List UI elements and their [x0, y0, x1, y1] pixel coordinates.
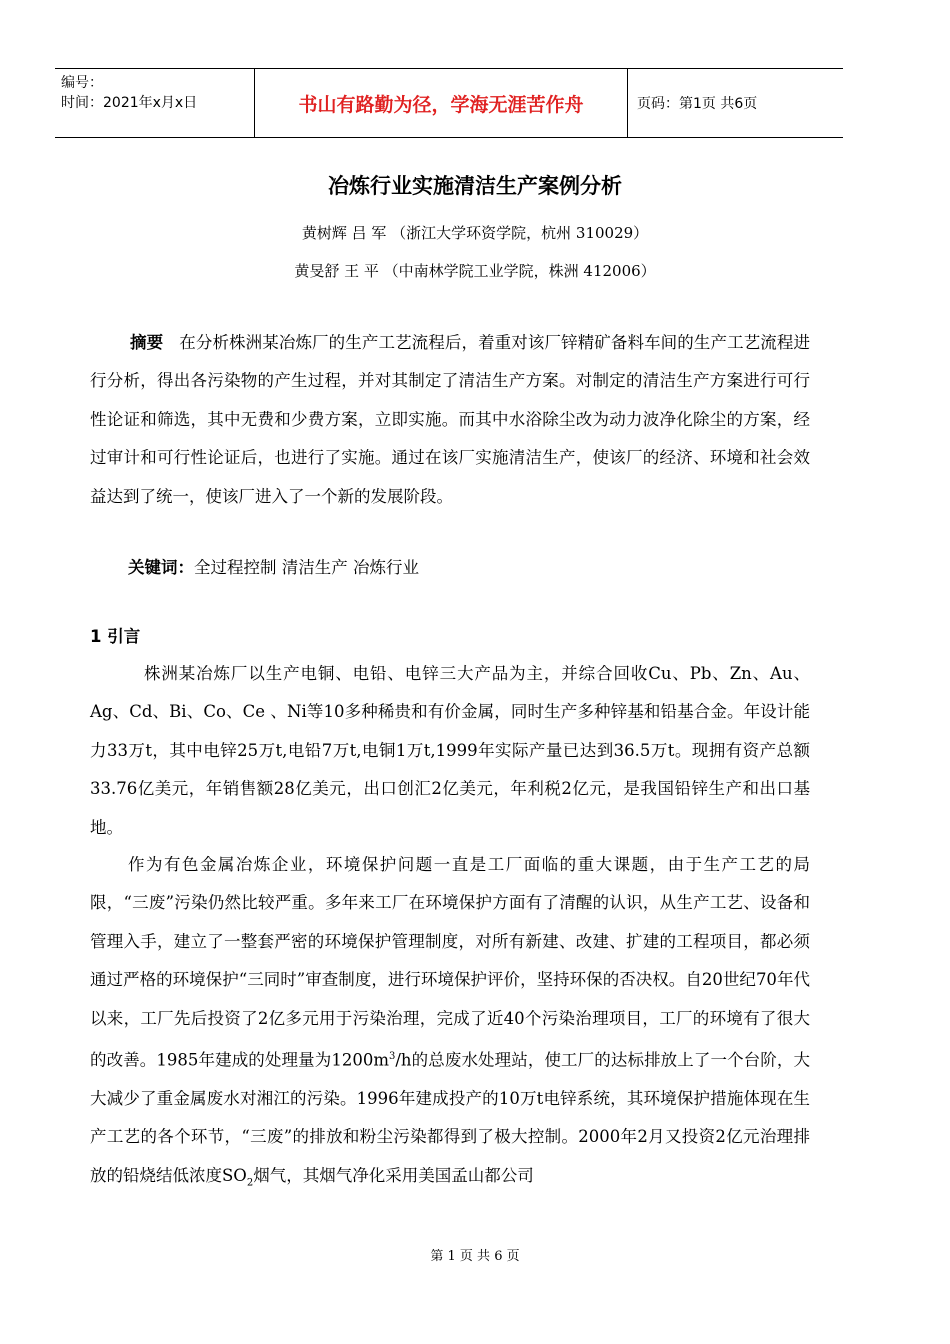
- abstract-label: 摘要: [130, 333, 164, 352]
- subscript: 2: [246, 1177, 254, 1189]
- section-heading: 1 引言: [90, 627, 141, 646]
- header-page-label: 页码：第1页 共6页: [637, 96, 758, 112]
- body-paragraph: [90, 846, 810, 1202]
- abstract: [90, 324, 810, 516]
- keywords: [128, 549, 419, 587]
- paragraph-text: 烟气，其烟气净化采用美国孟山都公司: [253, 1165, 534, 1185]
- author-line: 黄树辉 吕 军 （浙江大学环资学院，杭州 310029）: [301, 224, 649, 242]
- header-motto: 书山有路勤为径，学海无涯苦作舟: [298, 93, 584, 116]
- header-divider: [627, 69, 628, 137]
- body-paragraph: 株洲某冶炼厂以生产电铜、电铅、电锌三大产品为主，并综合回收Cu、Pb、Zn、Au、Ag、Cd、Bi、Co、Ce 、Ni等10多种稀贵和有价金属，同时生产多种锌基和铅基合金。年设计能力33万t，其中电锌25万t,电铅7万t,电铜1万t,1999年实际产量已达到36.5万t。现拥有资产总额33.76亿美元，年销售额28亿美元，出口创汇2亿美元，年利税2亿元，是我国铅锌生产和出口基地。: [90, 664, 810, 837]
- header-info: [61, 73, 256, 113]
- page-footer: 第 1 页 共 6 页: [430, 1249, 520, 1264]
- superscript: 3: [388, 1051, 396, 1063]
- keywords-text: 全过程控制 清洁生产 冶炼行业: [194, 558, 419, 577]
- time-label: 时间：2021年x月x日: [61, 95, 198, 111]
- paragraph-text: 作为有色金属冶炼企业，环境保护问题一直是工厂面临的重大课题，由于生产工艺的局限，“三废”污染仍然比较严重。多年来工厂在环境保护方面有了清醒的认识，从生产工艺、设备和管理入手，建立了一整套严密的环境保护管理制度，对所有新建、改建、扩建的工程项目，都必须通过严格的环境保护“三同时”审查制度，进行环境保护评价，坚持环保的否决权。自20世纪70年代以来，工厂先后投资了2亿多元用于污染治理，完成了近40个污染治理项目，工厂的环境有了很大的改善。1985年建成的处理量为1200m: [90, 855, 810, 1070]
- author-line: 黄旻舒 王 平 （中南林学院工业学院，株洲 412006）: [294, 262, 656, 280]
- document-title: 冶炼行业实施清洁生产案例分析: [328, 174, 622, 198]
- abstract-text: 在分析株洲某冶炼厂的生产工艺流程后，着重对该厂锌精矿备料车间的生产工艺流程进行分析，得出各污染物的产生过程，并对其制定了清洁生产方案。对制定的清洁生产方案进行可行性论证和筛选，其中无费和少费方案，立即实施。而其中水浴除尘改为动力波净化除尘的方案，经过审计和可行性论证后，也进行了实施。通过在该厂实施清洁生产，使该厂的经济、环境和社会效益达到了统一，使该厂进入了一个新的发展阶段。: [90, 333, 810, 506]
- keywords-label: 关键词：: [128, 558, 194, 577]
- paragraph-text: /h的总废水处理站，使工厂的达标排放上了一个台阶，大大减少了重金属废水对湘江的污染。1996年建成投产的10万t电锌系统，其环境保护措施体现在生产工艺的各个环节，“三废”的排放和粉尘污染都得到了极大控制。2000年2月又投资2亿元治理排放的铅烧结低浓度SO: [90, 1050, 810, 1185]
- header-table: [55, 68, 843, 138]
- number-label: 编号：: [61, 75, 103, 91]
